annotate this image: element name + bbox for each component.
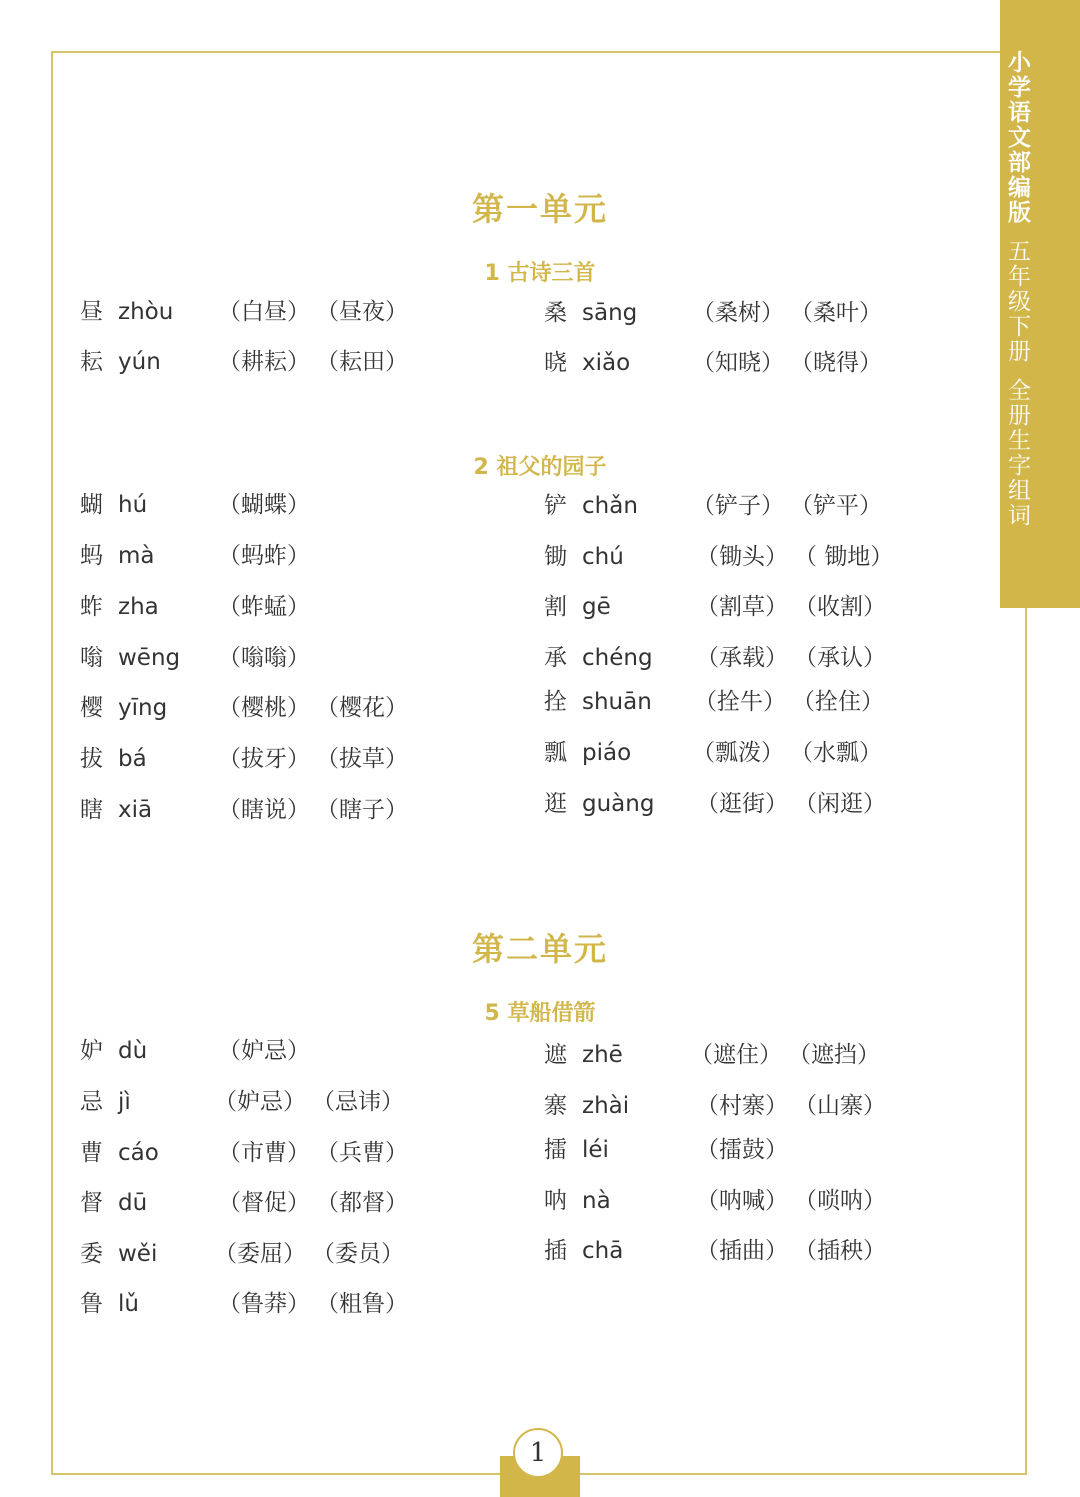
entry-word: （知晓） [692,350,784,376]
entry-word: （忌讳） [312,1089,404,1115]
entry-word: （承认） [794,645,886,671]
entry-pinyin: gē [582,594,611,620]
entry-word: （蝴蝶） [218,492,310,518]
entry-word: （樱桃） [218,695,310,721]
unit-title: 第二单元 [471,930,608,968]
entry-char: 寨 [544,1093,567,1119]
entry-word: （蚱蜢） [218,594,310,620]
entry-char: 桑 [544,300,567,326]
entry-char: 蚂 [80,543,103,569]
page-number: 1 [513,1428,563,1478]
entry-char: 铲 [544,493,567,519]
entry-word: （唢呐） [794,1188,886,1214]
entry-word: （委员） [312,1241,404,1267]
entry-char: 晓 [544,350,567,376]
entry-word: （瞎说） [218,797,310,823]
entry-word: （水瓢） [790,740,882,766]
entry-word: （擂鼓） [696,1137,788,1163]
entry-word: （昼夜） [316,299,408,325]
entry-char: 擂 [544,1137,567,1163]
entry-pinyin: yún [118,349,161,375]
entry-word: （瓢泼） [692,740,784,766]
entry-word: （割草） [696,594,788,620]
entry-word: （白昼） [218,299,310,325]
entry-char: 曹 [80,1140,103,1166]
entry-char: 插 [544,1238,567,1264]
side-grade: 五年级下册 [1004,239,1030,364]
entry-char: 蚱 [80,594,103,620]
entry-word: （呐喊） [696,1188,788,1214]
entry-char: 承 [544,645,567,671]
entry-word: （ 锄地） [794,544,894,570]
entry-word: （妒忌） [218,1038,310,1064]
entry-char: 委 [80,1241,103,1267]
entry-pinyin: piáo [582,740,632,766]
entry-word: （插秧） [794,1238,886,1264]
entry-word: （鲁莽） [218,1291,310,1317]
entry-pinyin: dù [118,1038,148,1064]
entry-char: 蝴 [80,492,103,518]
entry-word: （逛街） [696,791,788,817]
entry-pinyin: zhē [582,1042,623,1068]
entry-word: （拴住） [792,689,884,715]
entry-char: 督 [80,1190,103,1216]
entry-word: （收割） [794,594,886,620]
entry-char: 呐 [544,1188,567,1214]
entry-char: 瓢 [544,740,567,766]
entry-pinyin: wēng [118,645,181,671]
lesson-title: 5 草船借箭 [484,1001,596,1026]
entry-word: （铲平） [790,493,882,519]
entry-char: 拴 [544,689,567,715]
entry-word: （山寨） [794,1093,886,1119]
entry-word: （瞎子） [316,797,408,823]
entry-char: 耘 [80,349,103,375]
entry-word: （嗡嗡） [218,645,310,671]
entry-word: （晓得） [790,350,882,376]
entry-word: （督促） [218,1190,310,1216]
entry-char: 锄 [544,544,567,570]
entry-word: （蚂蚱） [218,543,310,569]
entry-char: 瞎 [80,797,103,823]
entry-word: （桑树） [692,300,784,326]
entry-word: （都督） [316,1190,408,1216]
entry-char: 割 [544,594,567,620]
entry-word: （桑叶） [790,300,882,326]
entry-pinyin: hú [118,492,148,518]
entry-pinyin: cáo [118,1140,159,1166]
entry-pinyin: nà [582,1188,611,1214]
entry-word: （遮挡） [788,1042,880,1068]
entry-word: （拔草） [316,746,408,772]
entry-char: 鲁 [80,1291,103,1317]
entry-word: （插曲） [696,1238,788,1264]
entry-word: （闲逛） [794,791,886,817]
entry-pinyin: dū [118,1190,148,1216]
entry-word: （粗鲁） [316,1291,408,1317]
unit-title: 第一单元 [471,190,608,228]
entry-char: 昼 [80,299,103,325]
entry-word: （耘田） [316,349,408,375]
entry-word: （承载） [696,645,788,671]
entry-char: 遮 [544,1042,567,1068]
entry-word: （村寨） [696,1093,788,1119]
entry-word: （委屈） [214,1241,306,1267]
entry-pinyin: léi [582,1137,609,1163]
entry-word: （市曹） [218,1140,310,1166]
entry-word: （耕耘） [218,349,310,375]
entry-pinyin: bá [118,746,147,772]
entry-pinyin: chā [582,1238,624,1264]
entry-pinyin: zhòu [118,299,174,325]
entry-pinyin: mà [118,543,155,569]
entry-char: 嗡 [80,645,103,671]
entry-char: 拔 [80,746,103,772]
entry-pinyin: zhài [582,1093,630,1119]
entry-char: 妒 [80,1038,103,1064]
side-subtitle: 全册生字组词 [1004,378,1030,528]
entry-pinyin: chéng [582,645,653,671]
entry-pinyin: lǔ [118,1291,139,1317]
entry-pinyin: shuān [582,689,652,715]
entry-word: （妒忌） [214,1089,306,1115]
entry-word: （兵曹） [316,1140,408,1166]
entry-pinyin: sāng [582,300,638,326]
side-series: 小学语文部编版 [1004,50,1030,225]
entry-pinyin: yīng [118,695,168,721]
entry-word: （遮住） [690,1042,782,1068]
entry-pinyin: chǎn [582,493,638,519]
entry-pinyin: xiā [118,797,153,823]
entry-word: （铲子） [692,493,784,519]
entry-char: 忌 [80,1089,103,1115]
entry-pinyin: chú [582,544,624,570]
entry-pinyin: xiǎo [582,350,631,376]
entry-word: （樱花） [316,695,408,721]
lesson-title: 1 古诗三首 [484,261,596,286]
entry-pinyin: zha [118,594,159,620]
lesson-title: 2 祖父的园子 [473,455,607,480]
entry-word: （拴牛） [694,689,786,715]
entry-word: （锄头） [696,544,788,570]
entry-word: （拔牙） [218,746,310,772]
entry-pinyin: guàng [582,791,655,817]
entry-char: 樱 [80,695,103,721]
entry-char: 逛 [544,791,567,817]
entry-pinyin: wěi [118,1241,158,1267]
entry-pinyin: jì [118,1089,131,1115]
